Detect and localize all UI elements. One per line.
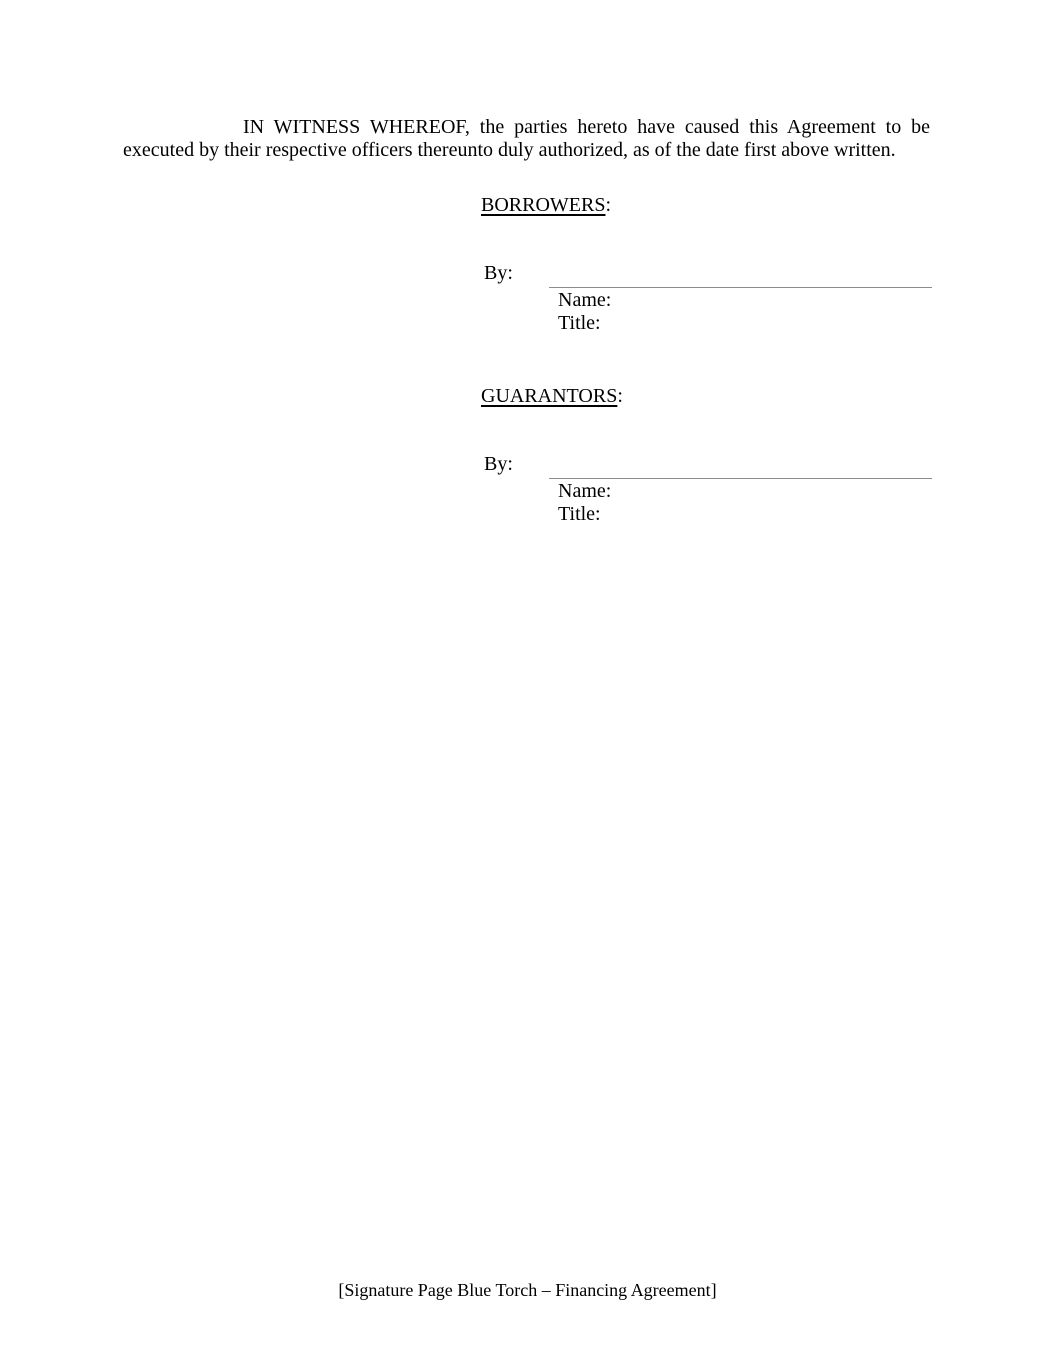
borrowers-title-label: Title: <box>558 312 601 334</box>
witness-clause: IN WITNESS WHEREOF, the parties hereto have caused this Agreement to be executed by their respective officers thereunto duly authorized, as of the date first above written. <box>123 116 930 161</box>
page-footer: [Signature Page Blue Torch – Financing Agreement] <box>338 1280 717 1300</box>
borrowers-heading <box>481 194 611 217</box>
guarantors-heading-colon: : <box>617 385 623 407</box>
guarantors-section <box>0 385 1055 535</box>
guarantors-signature-line <box>549 478 932 479</box>
guarantors-title-label: Title: <box>558 503 601 525</box>
borrowers-section <box>0 194 1055 344</box>
guarantors-by-label: By: <box>484 453 513 475</box>
guarantors-heading <box>481 385 623 408</box>
borrowers-by-label: By: <box>484 262 513 284</box>
borrowers-heading-colon: : <box>605 194 612 216</box>
borrowers-heading-text: BORROWERS <box>481 194 606 216</box>
borrowers-name-label: Name: <box>558 289 612 311</box>
borrowers-signature-line <box>549 287 932 288</box>
guarantors-heading-text: GUARANTORS <box>481 385 618 407</box>
guarantors-name-label: Name: <box>558 480 612 502</box>
